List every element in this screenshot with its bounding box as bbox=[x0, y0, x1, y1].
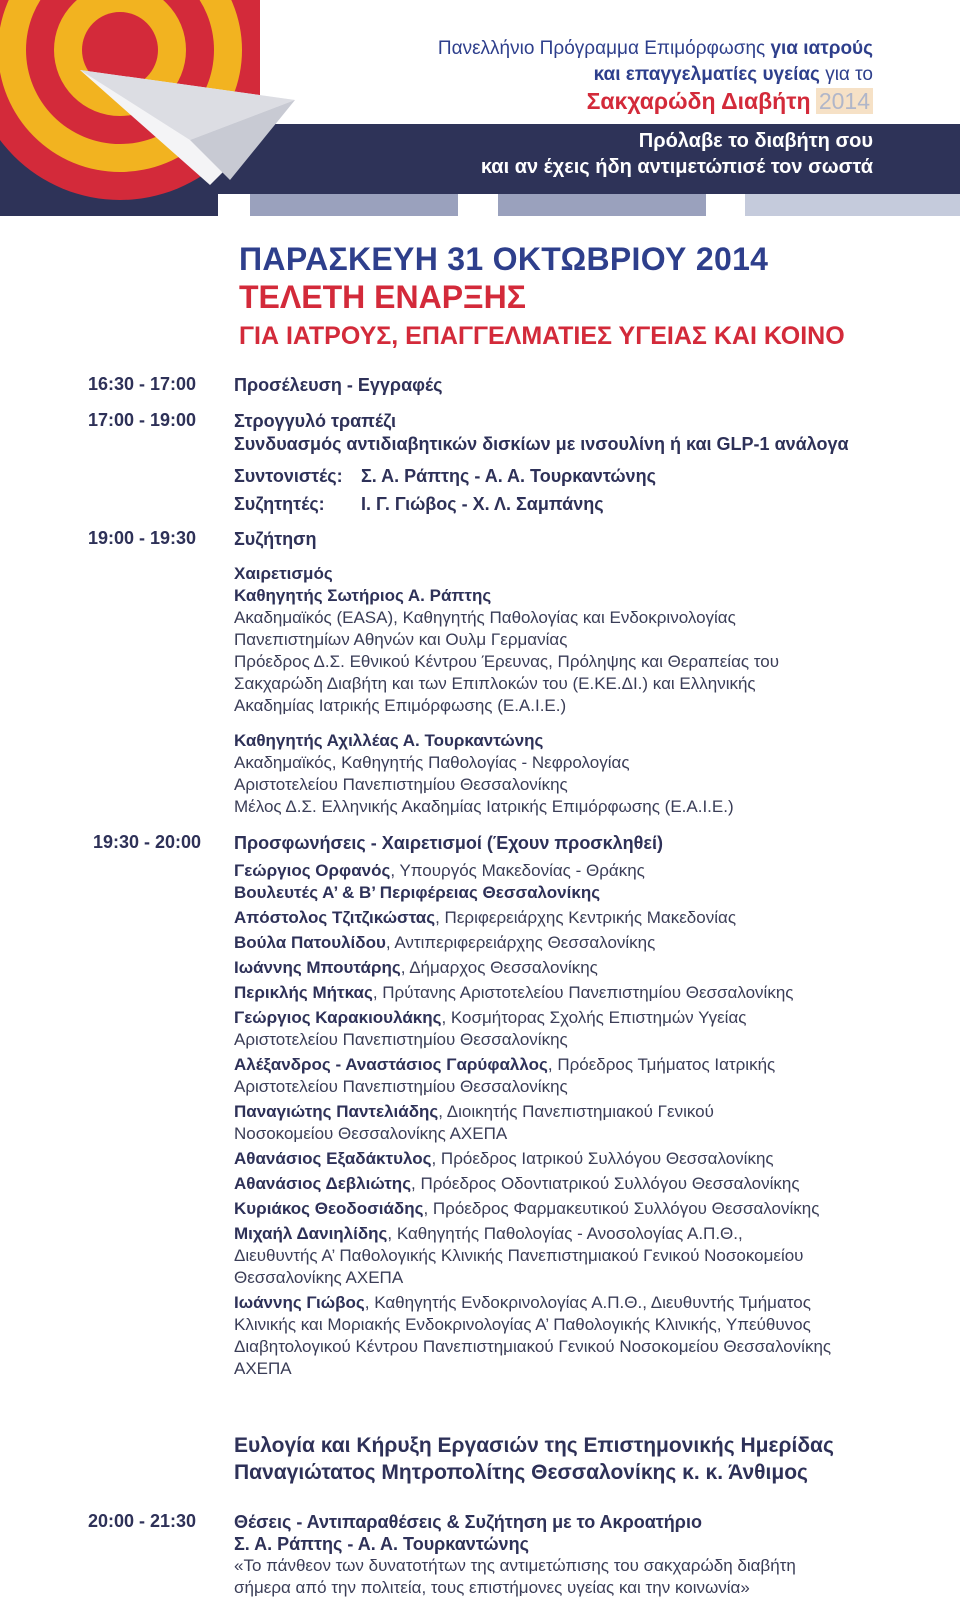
guest-name: Μιχαήλ Δανιηλίδης bbox=[234, 1224, 388, 1243]
guest-role: ΑΧΕΠΑ bbox=[234, 1359, 292, 1378]
speaker-bio: Πρόεδρος Δ.Σ. Εθνικού Κέντρου Έρευνας, Πρόληψης και Θεραπείας του bbox=[234, 652, 780, 671]
guest-name: Κυριάκος Θεοδοσιάδης bbox=[234, 1199, 424, 1218]
title-diabetes: Σακχαρώδη Διαβήτη bbox=[586, 88, 811, 114]
title-line-bold: για ιατρούς bbox=[770, 38, 873, 59]
speaker-bio: Αριστοτελείου Πανεπιστημίου Θεσσαλονίκης bbox=[234, 775, 568, 794]
session-title: Συζήτηση bbox=[234, 529, 317, 549]
guest-role: , Πρόεδρος Οδοντιατρικού Συλλόγου Θεσσαλονίκης bbox=[411, 1174, 800, 1193]
coordinators-names: Σ. Α. Ράπτης - Α. Α. Τουρκαντώνης bbox=[361, 466, 656, 486]
guest-name: Απόστολος Τζιτζικώστας bbox=[234, 908, 436, 927]
session-debate bbox=[234, 1511, 894, 1599]
guest-name: Ιωάννης Γιώβος bbox=[234, 1293, 365, 1312]
event-date: ΠΑΡΑΣΚΕΥΗ 31 ΟΚΤΩΒΡΙΟΥ 2014 bbox=[239, 241, 769, 277]
guest-role: Κλινικής και Μοριακής Ενδοκρινολογίας Α’ Παθολογικής Κλινικής, Υπεύθυνος bbox=[234, 1315, 811, 1334]
session-greetings bbox=[234, 832, 894, 1380]
stripe bbox=[498, 194, 706, 216]
session-time: 16:30 - 17:00 bbox=[88, 374, 197, 394]
guest-role: Νοσοκομείου Θεσσαλονίκης ΑΧΕΠΑ bbox=[234, 1124, 508, 1143]
session-time: 17:00 - 19:00 bbox=[88, 410, 197, 430]
speaker-bio: Ακαδημαϊκός, Καθηγητής Παθολογίας - Νεφρολογίας bbox=[234, 753, 630, 772]
session-title: Στρογγυλό τραπέζι bbox=[234, 411, 396, 431]
title-year: 2014 bbox=[816, 88, 873, 114]
session-speakers: Σ. Α. Ράπτης - Α. Α. Τουρκαντώνης bbox=[234, 1534, 529, 1554]
guest-name: Αλέξανδρος - Αναστάσιος Γαρύφαλλος bbox=[234, 1055, 548, 1074]
guest-role: , Περιφερειάρχης Κεντρικής Μακεδονίας bbox=[435, 908, 737, 927]
guest-role: Αριστοτελείου Πανεπιστημίου Θεσσαλονίκης bbox=[234, 1077, 568, 1096]
coordinators-label: Συντονιστές: bbox=[234, 466, 343, 486]
session-title: Προσφωνήσεις - Χαιρετισμοί (Έχουν προσκληθεί) bbox=[234, 833, 663, 853]
session-quote: «Το πάνθεον των δυνατοτήτων της αντιμετώπισης του σακχαρώδη διαβήτη bbox=[234, 1556, 796, 1575]
guest-role: , Δήμαρχος Θεσσαλονίκης bbox=[400, 958, 598, 977]
blessing-line: Παναγιώτατος Μητροπολίτης Θεσσαλονίκης κ. κ. Άνθιμος bbox=[234, 1461, 808, 1484]
stripe bbox=[745, 194, 960, 216]
session-title: Προσέλευση - Εγγραφές bbox=[234, 375, 443, 395]
guest-name: Παναγιώτης Παντελιάδης bbox=[234, 1102, 439, 1121]
speaker-name: Καθηγητής Σωτήριος Α. Ράπτης bbox=[234, 586, 492, 605]
guest-role: Θεσσαλονίκης ΑΧΕΠΑ bbox=[234, 1268, 404, 1287]
session-time: 20:00 - 21:30 bbox=[88, 1511, 197, 1531]
guest-role: , Υπουργός Μακεδονίας - Θράκης bbox=[390, 861, 645, 880]
guest-name: Αθανάσιος Εξαδάκτυλος bbox=[234, 1149, 432, 1168]
session-quote: σήμερα από την πολιτεία, τους επιστήμονες υγείας και την κοινωνία» bbox=[234, 1578, 750, 1597]
guest-role: Διευθυντής Α’ Παθολογικής Κλινικής Πανεπιστημιακού Γενικού Νοσοκομείου bbox=[234, 1246, 804, 1265]
discussants-label: Συζητητές: bbox=[234, 494, 325, 514]
discussants-row bbox=[234, 493, 894, 516]
speaker-name: Καθηγητής Αχιλλέας Α. Τουρκαντώνης bbox=[234, 731, 544, 750]
guest-name: Βουλευτές Α’ & Β’ Περιφέρειας Θεσσαλονίκης bbox=[234, 883, 601, 902]
session-subtitle: Συνδυασμός αντιδιαβητικών δισκίων με ινσουλίνη ή και GLP-1 ανάλογα bbox=[234, 434, 849, 454]
title-line: Πανελλήνιο Πρόγραμμα Επιμόρφωσης bbox=[437, 38, 771, 59]
title-line: για το bbox=[819, 64, 873, 85]
slogan-line: και αν έχεις ήδη αντιμετώπισέ τον σωστά bbox=[480, 156, 873, 178]
session-roundtable bbox=[234, 410, 894, 516]
speaker-bio: Σακχαρώδη Διαβήτη και των Επιπλοκών του (Ε.ΚΕ.ΔΙ.) και Ελληνικής bbox=[234, 674, 756, 693]
blessing-block bbox=[234, 1432, 894, 1486]
speaker-bio: Ακαδημίας Ιατρικής Επιμόρφωσης (Ε.Α.Ι.Ε.) bbox=[234, 696, 567, 715]
blessing-line: Ευλογία και Κήρυξη Εργασιών της Επιστημονικής Ημερίδας bbox=[234, 1434, 834, 1457]
guest-role: Αριστοτελείου Πανεπιστημίου Θεσσαλονίκης bbox=[234, 1030, 568, 1049]
program-title bbox=[438, 36, 873, 117]
guest-role: , Πρόεδρος Φαρμακευτικού Συλλόγου Θεσσαλονίκης bbox=[423, 1199, 820, 1218]
session-discussion bbox=[234, 528, 894, 818]
guest-role: , Πρόεδρος Ιατρικού Συλλόγου Θεσσαλονίκης bbox=[431, 1149, 774, 1168]
event-title: ΤΕΛΕΤΗ ΕΝΑΡΞΗΣ bbox=[239, 279, 526, 315]
speaker-bio: Μέλος Δ.Σ. Ελληνικής Ακαδημίας Ιατρικής Επιμόρφωσης (Ε.Α.Ι.Ε.) bbox=[234, 797, 734, 816]
discussants-names: Ι. Γ. Γιώβος - Χ. Λ. Σαμπάνης bbox=[361, 494, 604, 514]
guest-name: Γεώργιος Καρακιουλάκης bbox=[234, 1008, 442, 1027]
guest-name: Γεώργιος Ορφανός bbox=[234, 861, 391, 880]
session-title: Θέσεις - Αντιπαραθέσεις & Συζήτηση με το Ακροατήριο bbox=[234, 1512, 702, 1532]
guest-name: Ιωάννης Μπουτάρης bbox=[234, 958, 401, 977]
stripe bbox=[250, 194, 458, 216]
guest-role: Διαβητολογικού Κέντρου Πανεπιστημιακού Γενικού Νοσοκομείου Θεσσαλονίκης bbox=[234, 1337, 832, 1356]
title-line-bold: και επαγγελματίες υγείας bbox=[593, 64, 820, 85]
guest-role: , Αντιπεριφερειάρχης Θεσσαλονίκης bbox=[385, 933, 656, 952]
speaker-bio: Πανεπιστημίων Αθηνών και Ουλμ Γερμανίας bbox=[234, 630, 568, 649]
guest-role: , Κοσμήτορας Σχολής Επιστημών Υγείας bbox=[441, 1008, 747, 1027]
guest-role: , Πρόεδρος Τμήματος Ιατρικής bbox=[547, 1055, 776, 1074]
guest-role: , Καθηγητής Παθολογίας - Ανοσολογίας Α.Π.Θ., bbox=[387, 1224, 743, 1243]
guest-role: , Πρύτανης Αριστοτελείου Πανεπιστημίου Θεσσαλονίκης bbox=[372, 983, 794, 1002]
slogan bbox=[481, 128, 873, 180]
session-time: 19:30 - 20:00 bbox=[93, 832, 202, 852]
paper-plane-icon bbox=[70, 40, 300, 190]
slogan-line: Πρόλαβε το διαβήτη σου bbox=[638, 130, 873, 152]
guest-role: , Διοικητής Πανεπιστημιακού Γενικού bbox=[438, 1102, 714, 1121]
guest-role: , Καθηγητής Ενδοκρινολογίας Α.Π.Θ., Διευθυντής Τμήματος bbox=[364, 1293, 811, 1312]
guest-name: Περικλής Μήτκας bbox=[234, 983, 373, 1002]
coordinators-row bbox=[234, 465, 894, 488]
guest-name: Βούλα Πατουλίδου bbox=[234, 933, 386, 952]
header-banner bbox=[0, 0, 960, 230]
event-audience: ΓΙΑ ΙΑΤΡΟΥΣ, ΕΠΑΓΓΕΛΜΑΤΙΕΣ ΥΓΕΙΑΣ ΚΑΙ ΚΟΙΝΟ bbox=[239, 322, 845, 350]
speaker-bio: Ακαδημαϊκός (EASA), Καθηγητής Παθολογίας και Ενδοκρινολογίας bbox=[234, 608, 736, 627]
session-time: 19:00 - 19:30 bbox=[88, 528, 197, 548]
greeting-heading: Χαιρετισμός bbox=[234, 564, 333, 583]
event-heading bbox=[239, 240, 845, 354]
guest-name: Αθανάσιος Δεβλιώτης bbox=[234, 1174, 412, 1193]
